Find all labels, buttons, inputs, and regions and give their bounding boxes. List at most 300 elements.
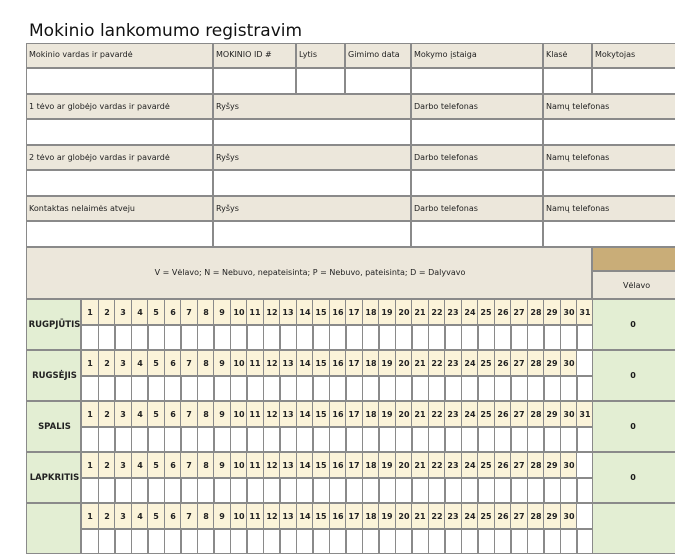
day-number: 19 bbox=[381, 512, 393, 521]
day-number: 7 bbox=[186, 308, 192, 317]
month-name: RUGSĖJIS bbox=[32, 371, 77, 381]
attendance-mark-cell[interactable] bbox=[312, 325, 330, 350]
day-number: 11 bbox=[249, 308, 261, 317]
day-number-cell bbox=[81, 503, 99, 529]
attendance-mark-cell[interactable] bbox=[378, 325, 396, 350]
student-input-cell[interactable] bbox=[213, 68, 296, 94]
day-number: 11 bbox=[249, 461, 261, 470]
day-number-cell bbox=[114, 503, 132, 529]
attendance-mark-cell[interactable] bbox=[246, 478, 264, 503]
day-number: 13 bbox=[282, 308, 294, 317]
day-number-cell bbox=[444, 452, 462, 478]
day-number: 22 bbox=[431, 359, 443, 368]
attendance-mark-cell[interactable] bbox=[246, 427, 264, 452]
attendance-mark-cell[interactable] bbox=[345, 529, 363, 554]
day-number-cell bbox=[411, 503, 429, 529]
student-input-cell[interactable] bbox=[296, 68, 345, 94]
day-number-cell bbox=[180, 350, 198, 376]
day-number-cell bbox=[345, 401, 363, 427]
day-number-cell bbox=[279, 299, 297, 325]
attendance-mark-cell[interactable] bbox=[411, 478, 429, 503]
attendance-mark-cell[interactable] bbox=[180, 478, 198, 503]
day-number: 20 bbox=[398, 512, 410, 521]
day-number-cell bbox=[543, 452, 561, 478]
day-number: 27 bbox=[513, 308, 525, 317]
day-number: 5 bbox=[153, 359, 159, 368]
day-number: 8 bbox=[203, 410, 209, 419]
day-number: 25 bbox=[480, 461, 492, 470]
day-number: 12 bbox=[266, 359, 278, 368]
day-number: 29 bbox=[546, 308, 558, 317]
day-number: 27 bbox=[513, 410, 525, 419]
day-number: 1 bbox=[87, 512, 93, 521]
day-number: 10 bbox=[233, 359, 245, 368]
attendance-mark-cell[interactable] bbox=[147, 478, 165, 503]
day-number-cell bbox=[345, 452, 363, 478]
attendance-mark-cell[interactable] bbox=[147, 325, 165, 350]
day-number: 9 bbox=[219, 359, 225, 368]
day-number: 10 bbox=[233, 512, 245, 521]
attendance-mark-cell[interactable] bbox=[312, 376, 330, 401]
day-number-cell bbox=[180, 299, 198, 325]
day-number: 23 bbox=[447, 359, 459, 368]
attendance-mark-cell[interactable] bbox=[180, 529, 198, 554]
day-number-cell bbox=[114, 299, 132, 325]
page-title: Mokinio lankomumo registravim bbox=[29, 21, 303, 41]
day-number: 16 bbox=[332, 461, 344, 470]
day-number: 23 bbox=[447, 308, 459, 317]
contact-input-cell[interactable] bbox=[26, 221, 213, 247]
day-number: 7 bbox=[186, 410, 192, 419]
day-number: 18 bbox=[365, 461, 377, 470]
day-number-cell bbox=[444, 401, 462, 427]
day-number-cell bbox=[312, 401, 330, 427]
attendance-mark-cell[interactable] bbox=[543, 478, 561, 503]
attendance-mark-cell[interactable] bbox=[444, 478, 462, 503]
day-number: 27 bbox=[513, 359, 525, 368]
attendance-mark-cell[interactable] bbox=[543, 376, 561, 401]
day-number-cell bbox=[180, 503, 198, 529]
day-number: 3 bbox=[120, 512, 126, 521]
day-number-cell bbox=[477, 452, 495, 478]
day-number-cell bbox=[510, 401, 528, 427]
day-number-cell bbox=[345, 299, 363, 325]
month-name: RUGPJŪTIS bbox=[28, 320, 81, 330]
day-number-cell bbox=[147, 401, 165, 427]
attendance-mark-cell[interactable] bbox=[477, 478, 495, 503]
day-number-cell bbox=[279, 401, 297, 427]
contact-label: Namų telefonas bbox=[546, 204, 610, 213]
day-number: 1 bbox=[87, 308, 93, 317]
student-header-label: Mokinio vardas ir pavardė bbox=[29, 50, 133, 59]
late-count: 0 bbox=[630, 422, 636, 431]
day-number: 9 bbox=[219, 308, 225, 317]
attendance-mark-cell[interactable] bbox=[543, 529, 561, 554]
attendance-mark-cell[interactable] bbox=[279, 376, 297, 401]
contact-label: Namų telefonas bbox=[546, 102, 610, 111]
day-number: 17 bbox=[348, 512, 360, 521]
day-number-cell bbox=[180, 401, 198, 427]
day-number: 28 bbox=[530, 461, 542, 470]
day-number: 16 bbox=[332, 410, 344, 419]
day-number: 26 bbox=[497, 359, 509, 368]
day-number: 6 bbox=[170, 410, 176, 419]
late-count-cell bbox=[592, 299, 675, 350]
attendance-mark-cell[interactable] bbox=[114, 529, 132, 554]
day-number-cell bbox=[213, 299, 231, 325]
day-number: 29 bbox=[546, 410, 558, 419]
day-number: 26 bbox=[497, 461, 509, 470]
day-number: 29 bbox=[546, 512, 558, 521]
month-name: LAPKRITIS bbox=[29, 473, 80, 483]
day-number: 10 bbox=[233, 461, 245, 470]
day-number: 2 bbox=[104, 359, 110, 368]
day-number: 8 bbox=[203, 512, 209, 521]
attendance-mark-cell[interactable] bbox=[213, 478, 231, 503]
attendance-mark-cell[interactable] bbox=[81, 376, 99, 401]
contact-input-cell[interactable] bbox=[26, 170, 213, 196]
day-number: 12 bbox=[266, 308, 278, 317]
day-number: 21 bbox=[414, 308, 426, 317]
day-number-cell bbox=[147, 299, 165, 325]
day-number: 16 bbox=[332, 308, 344, 317]
day-number: 4 bbox=[137, 461, 143, 470]
day-number: 14 bbox=[299, 359, 311, 368]
attendance-mark-cell[interactable] bbox=[312, 529, 330, 554]
student-header-label: MOKINIO ID # bbox=[216, 50, 272, 59]
attendance-mark-cell[interactable] bbox=[345, 478, 363, 503]
attendance-mark-cell[interactable] bbox=[510, 529, 528, 554]
contact-label: 1 tėvo ar globėjo vardas ir pavardė bbox=[29, 102, 170, 111]
day-number-cell bbox=[345, 350, 363, 376]
day-number-cell bbox=[312, 452, 330, 478]
attendance-mark-cell[interactable] bbox=[477, 325, 495, 350]
day-number: 2 bbox=[104, 512, 110, 521]
attendance-mark-cell[interactable] bbox=[477, 427, 495, 452]
attendance-mark-cell[interactable] bbox=[477, 376, 495, 401]
attendance-mark-cell[interactable] bbox=[411, 529, 429, 554]
day-number: 30 bbox=[563, 410, 575, 419]
student-header-label: Gimimo data bbox=[348, 50, 400, 59]
contact-header-cell bbox=[213, 145, 411, 170]
attendance-mark-cell[interactable] bbox=[378, 376, 396, 401]
day-number: 15 bbox=[315, 359, 327, 368]
day-number: 15 bbox=[315, 410, 327, 419]
attendance-mark-cell[interactable] bbox=[510, 325, 528, 350]
day-number: 3 bbox=[120, 359, 126, 368]
day-number-cell bbox=[444, 503, 462, 529]
attendance-mark-cell[interactable] bbox=[81, 529, 99, 554]
day-number: 30 bbox=[563, 359, 575, 368]
late-count-cell bbox=[592, 350, 675, 401]
day-number-cell bbox=[279, 503, 297, 529]
student-input-cell[interactable] bbox=[592, 68, 675, 94]
attendance-mark-cell[interactable] bbox=[213, 376, 231, 401]
day-number: 11 bbox=[249, 410, 261, 419]
day-number: 6 bbox=[170, 308, 176, 317]
contact-input-cell[interactable] bbox=[543, 119, 675, 145]
attendance-mark-cell[interactable] bbox=[279, 478, 297, 503]
day-number-cell bbox=[246, 503, 264, 529]
contact-input-cell[interactable] bbox=[26, 119, 213, 145]
day-number: 4 bbox=[137, 308, 143, 317]
day-number-cell bbox=[246, 350, 264, 376]
day-number: 17 bbox=[348, 308, 360, 317]
day-number-cell bbox=[477, 401, 495, 427]
day-number: 23 bbox=[447, 461, 459, 470]
day-number: 11 bbox=[249, 359, 261, 368]
day-number: 13 bbox=[282, 461, 294, 470]
contact-label: Ryšys bbox=[216, 153, 239, 162]
attendance-mark-cell[interactable] bbox=[246, 325, 264, 350]
day-number: 2 bbox=[104, 308, 110, 317]
day-number: 12 bbox=[266, 410, 278, 419]
attendance-mark-cell[interactable] bbox=[213, 427, 231, 452]
day-number: 14 bbox=[299, 410, 311, 419]
day-number: 9 bbox=[219, 512, 225, 521]
contact-input-cell[interactable] bbox=[213, 170, 411, 196]
day-number: 12 bbox=[266, 512, 278, 521]
attendance-mark-cell[interactable] bbox=[444, 427, 462, 452]
contact-label: Ryšys bbox=[216, 102, 239, 111]
day-number: 25 bbox=[480, 359, 492, 368]
day-number-cell bbox=[378, 299, 396, 325]
attendance-mark-cell[interactable] bbox=[411, 325, 429, 350]
attendance-mark-cell[interactable] bbox=[147, 376, 165, 401]
attendance-mark-cell[interactable] bbox=[444, 376, 462, 401]
day-number: 14 bbox=[299, 512, 311, 521]
attendance-mark-cell[interactable] bbox=[312, 478, 330, 503]
day-number: 5 bbox=[153, 308, 159, 317]
day-number-cell bbox=[312, 299, 330, 325]
day-number: 2 bbox=[104, 461, 110, 470]
day-number-cell bbox=[114, 452, 132, 478]
contact-input-cell[interactable] bbox=[213, 119, 411, 145]
contact-header-cell bbox=[213, 196, 411, 221]
day-number-cell bbox=[345, 503, 363, 529]
month-name-cell bbox=[26, 299, 81, 350]
day-number: 7 bbox=[186, 461, 192, 470]
attendance-mark-cell[interactable] bbox=[180, 376, 198, 401]
day-number: 5 bbox=[153, 410, 159, 419]
late-count-cell bbox=[592, 503, 675, 554]
day-number: 3 bbox=[120, 308, 126, 317]
day-number-cell bbox=[411, 299, 429, 325]
attendance-mark-cell[interactable] bbox=[180, 325, 198, 350]
day-number: 31 bbox=[579, 410, 591, 419]
day-number: 18 bbox=[365, 410, 377, 419]
day-number-cell bbox=[477, 503, 495, 529]
day-number: 30 bbox=[563, 512, 575, 521]
day-number: 13 bbox=[282, 512, 294, 521]
attendance-mark-cell[interactable] bbox=[378, 427, 396, 452]
day-number: 4 bbox=[137, 359, 143, 368]
day-number: 1 bbox=[87, 359, 93, 368]
attendance-mark-cell[interactable] bbox=[378, 529, 396, 554]
day-number: 17 bbox=[348, 410, 360, 419]
day-number-cell bbox=[411, 350, 429, 376]
day-number: 24 bbox=[464, 359, 476, 368]
day-number: 8 bbox=[203, 359, 209, 368]
legend-box bbox=[26, 247, 592, 299]
day-number: 17 bbox=[348, 461, 360, 470]
contact-label: Darbo telefonas bbox=[414, 153, 478, 162]
attendance-mark-cell[interactable] bbox=[279, 325, 297, 350]
attendance-mark-cell[interactable] bbox=[147, 427, 165, 452]
day-number: 18 bbox=[365, 512, 377, 521]
contact-label: Darbo telefonas bbox=[414, 102, 478, 111]
day-number: 26 bbox=[497, 410, 509, 419]
day-number: 4 bbox=[137, 512, 143, 521]
day-number-cell bbox=[411, 452, 429, 478]
contact-header-cell bbox=[213, 94, 411, 119]
student-input-cell[interactable] bbox=[543, 68, 592, 94]
day-number-cell bbox=[444, 299, 462, 325]
attendance-mark-cell[interactable] bbox=[345, 376, 363, 401]
day-number-cell bbox=[180, 452, 198, 478]
day-number-cell bbox=[510, 299, 528, 325]
attendance-mark-cell[interactable] bbox=[477, 529, 495, 554]
late-count-cell bbox=[592, 401, 675, 452]
legend-text: V = Vėlavo; N = Nebuvo, nepateisinta; P = Nebuvo, pateisinta; D = Dalyvavo bbox=[154, 268, 466, 277]
day-number-cell bbox=[279, 350, 297, 376]
attendance-mark-cell[interactable] bbox=[510, 376, 528, 401]
day-number: 10 bbox=[233, 308, 245, 317]
day-number: 13 bbox=[282, 410, 294, 419]
attendance-mark-cell[interactable] bbox=[114, 478, 132, 503]
attendance-mark-cell[interactable] bbox=[345, 427, 363, 452]
day-number: 8 bbox=[203, 461, 209, 470]
day-number: 5 bbox=[153, 461, 159, 470]
day-number: 3 bbox=[120, 410, 126, 419]
month-name-cell bbox=[26, 401, 81, 452]
day-number-cell bbox=[213, 452, 231, 478]
day-number: 11 bbox=[249, 512, 261, 521]
day-number: 10 bbox=[233, 410, 245, 419]
day-number: 7 bbox=[186, 359, 192, 368]
late-count: 0 bbox=[630, 371, 636, 380]
student-input-cell[interactable] bbox=[345, 68, 411, 94]
day-number: 24 bbox=[464, 308, 476, 317]
day-number-cell bbox=[213, 503, 231, 529]
day-number: 29 bbox=[546, 461, 558, 470]
attendance-mark-cell[interactable] bbox=[510, 427, 528, 452]
summary-color-bar bbox=[592, 247, 675, 271]
contact-input-cell[interactable] bbox=[411, 119, 543, 145]
day-number-cell bbox=[246, 401, 264, 427]
contact-input-cell[interactable] bbox=[411, 221, 543, 247]
day-number: 15 bbox=[315, 512, 327, 521]
day-number-cell bbox=[312, 503, 330, 529]
day-number: 22 bbox=[431, 461, 443, 470]
day-number: 28 bbox=[530, 410, 542, 419]
day-number-cell bbox=[444, 350, 462, 376]
day-number-cell bbox=[81, 350, 99, 376]
attendance-mark-cell[interactable] bbox=[411, 376, 429, 401]
attendance-mark-cell[interactable] bbox=[213, 325, 231, 350]
contact-input-cell[interactable] bbox=[411, 170, 543, 196]
day-number: 9 bbox=[219, 410, 225, 419]
contact-label: 2 tėvo ar globėjo vardas ir pavardė bbox=[29, 153, 170, 162]
day-number: 20 bbox=[398, 461, 410, 470]
attendance-mark-cell[interactable] bbox=[279, 529, 297, 554]
attendance-mark-cell[interactable] bbox=[81, 427, 99, 452]
student-header-label: Klasė bbox=[546, 50, 568, 59]
day-number: 22 bbox=[431, 512, 443, 521]
day-number: 5 bbox=[153, 512, 159, 521]
attendance-mark-cell[interactable] bbox=[378, 478, 396, 503]
student-input-cell[interactable] bbox=[26, 68, 213, 94]
day-number-cell bbox=[213, 401, 231, 427]
attendance-mark-cell[interactable] bbox=[279, 427, 297, 452]
student-header-label: Mokymo įstaiga bbox=[414, 50, 477, 59]
contact-input-cell[interactable] bbox=[213, 221, 411, 247]
day-number-cell bbox=[543, 299, 561, 325]
day-number-cell bbox=[114, 401, 132, 427]
attendance-mark-cell[interactable] bbox=[444, 325, 462, 350]
day-number-cell bbox=[81, 401, 99, 427]
day-number: 21 bbox=[414, 410, 426, 419]
day-number: 27 bbox=[513, 512, 525, 521]
day-number: 24 bbox=[464, 512, 476, 521]
attendance-mark-cell[interactable] bbox=[510, 478, 528, 503]
attendance-mark-cell[interactable] bbox=[81, 325, 99, 350]
student-input-cell[interactable] bbox=[411, 68, 543, 94]
attendance-mark-cell[interactable] bbox=[246, 376, 264, 401]
attendance-mark-cell[interactable] bbox=[147, 529, 165, 554]
attendance-mark-cell[interactable] bbox=[543, 325, 561, 350]
day-number: 30 bbox=[563, 308, 575, 317]
attendance-mark-cell[interactable] bbox=[345, 325, 363, 350]
day-number-cell bbox=[378, 452, 396, 478]
day-number: 27 bbox=[513, 461, 525, 470]
attendance-mark-cell[interactable] bbox=[444, 529, 462, 554]
day-number: 18 bbox=[365, 359, 377, 368]
attendance-mark-cell[interactable] bbox=[543, 427, 561, 452]
day-number-cell bbox=[477, 350, 495, 376]
contact-input-cell[interactable] bbox=[543, 170, 675, 196]
day-number: 28 bbox=[530, 359, 542, 368]
attendance-mark-cell[interactable] bbox=[246, 529, 264, 554]
day-number: 4 bbox=[137, 410, 143, 419]
day-number: 25 bbox=[480, 308, 492, 317]
contact-input-cell[interactable] bbox=[543, 221, 675, 247]
summary-header-label: Vėlavo bbox=[623, 281, 651, 290]
day-number: 13 bbox=[282, 359, 294, 368]
day-number: 7 bbox=[186, 512, 192, 521]
attendance-mark-cell[interactable] bbox=[114, 325, 132, 350]
attendance-mark-cell[interactable] bbox=[180, 427, 198, 452]
day-number: 21 bbox=[414, 359, 426, 368]
attendance-mark-cell[interactable] bbox=[114, 376, 132, 401]
summary-header-cell bbox=[592, 271, 675, 299]
day-number-cell bbox=[510, 452, 528, 478]
day-number-cell bbox=[510, 350, 528, 376]
attendance-mark-cell[interactable] bbox=[81, 478, 99, 503]
attendance-mark-cell[interactable] bbox=[312, 427, 330, 452]
attendance-mark-cell[interactable] bbox=[213, 529, 231, 554]
day-number-cell bbox=[378, 503, 396, 529]
day-number: 18 bbox=[365, 308, 377, 317]
day-number: 14 bbox=[299, 308, 311, 317]
day-number-cell bbox=[543, 503, 561, 529]
attendance-mark-cell[interactable] bbox=[114, 427, 132, 452]
day-number: 21 bbox=[414, 512, 426, 521]
attendance-mark-cell[interactable] bbox=[411, 427, 429, 452]
day-number: 19 bbox=[381, 410, 393, 419]
day-number: 31 bbox=[579, 308, 591, 317]
day-number: 6 bbox=[170, 512, 176, 521]
